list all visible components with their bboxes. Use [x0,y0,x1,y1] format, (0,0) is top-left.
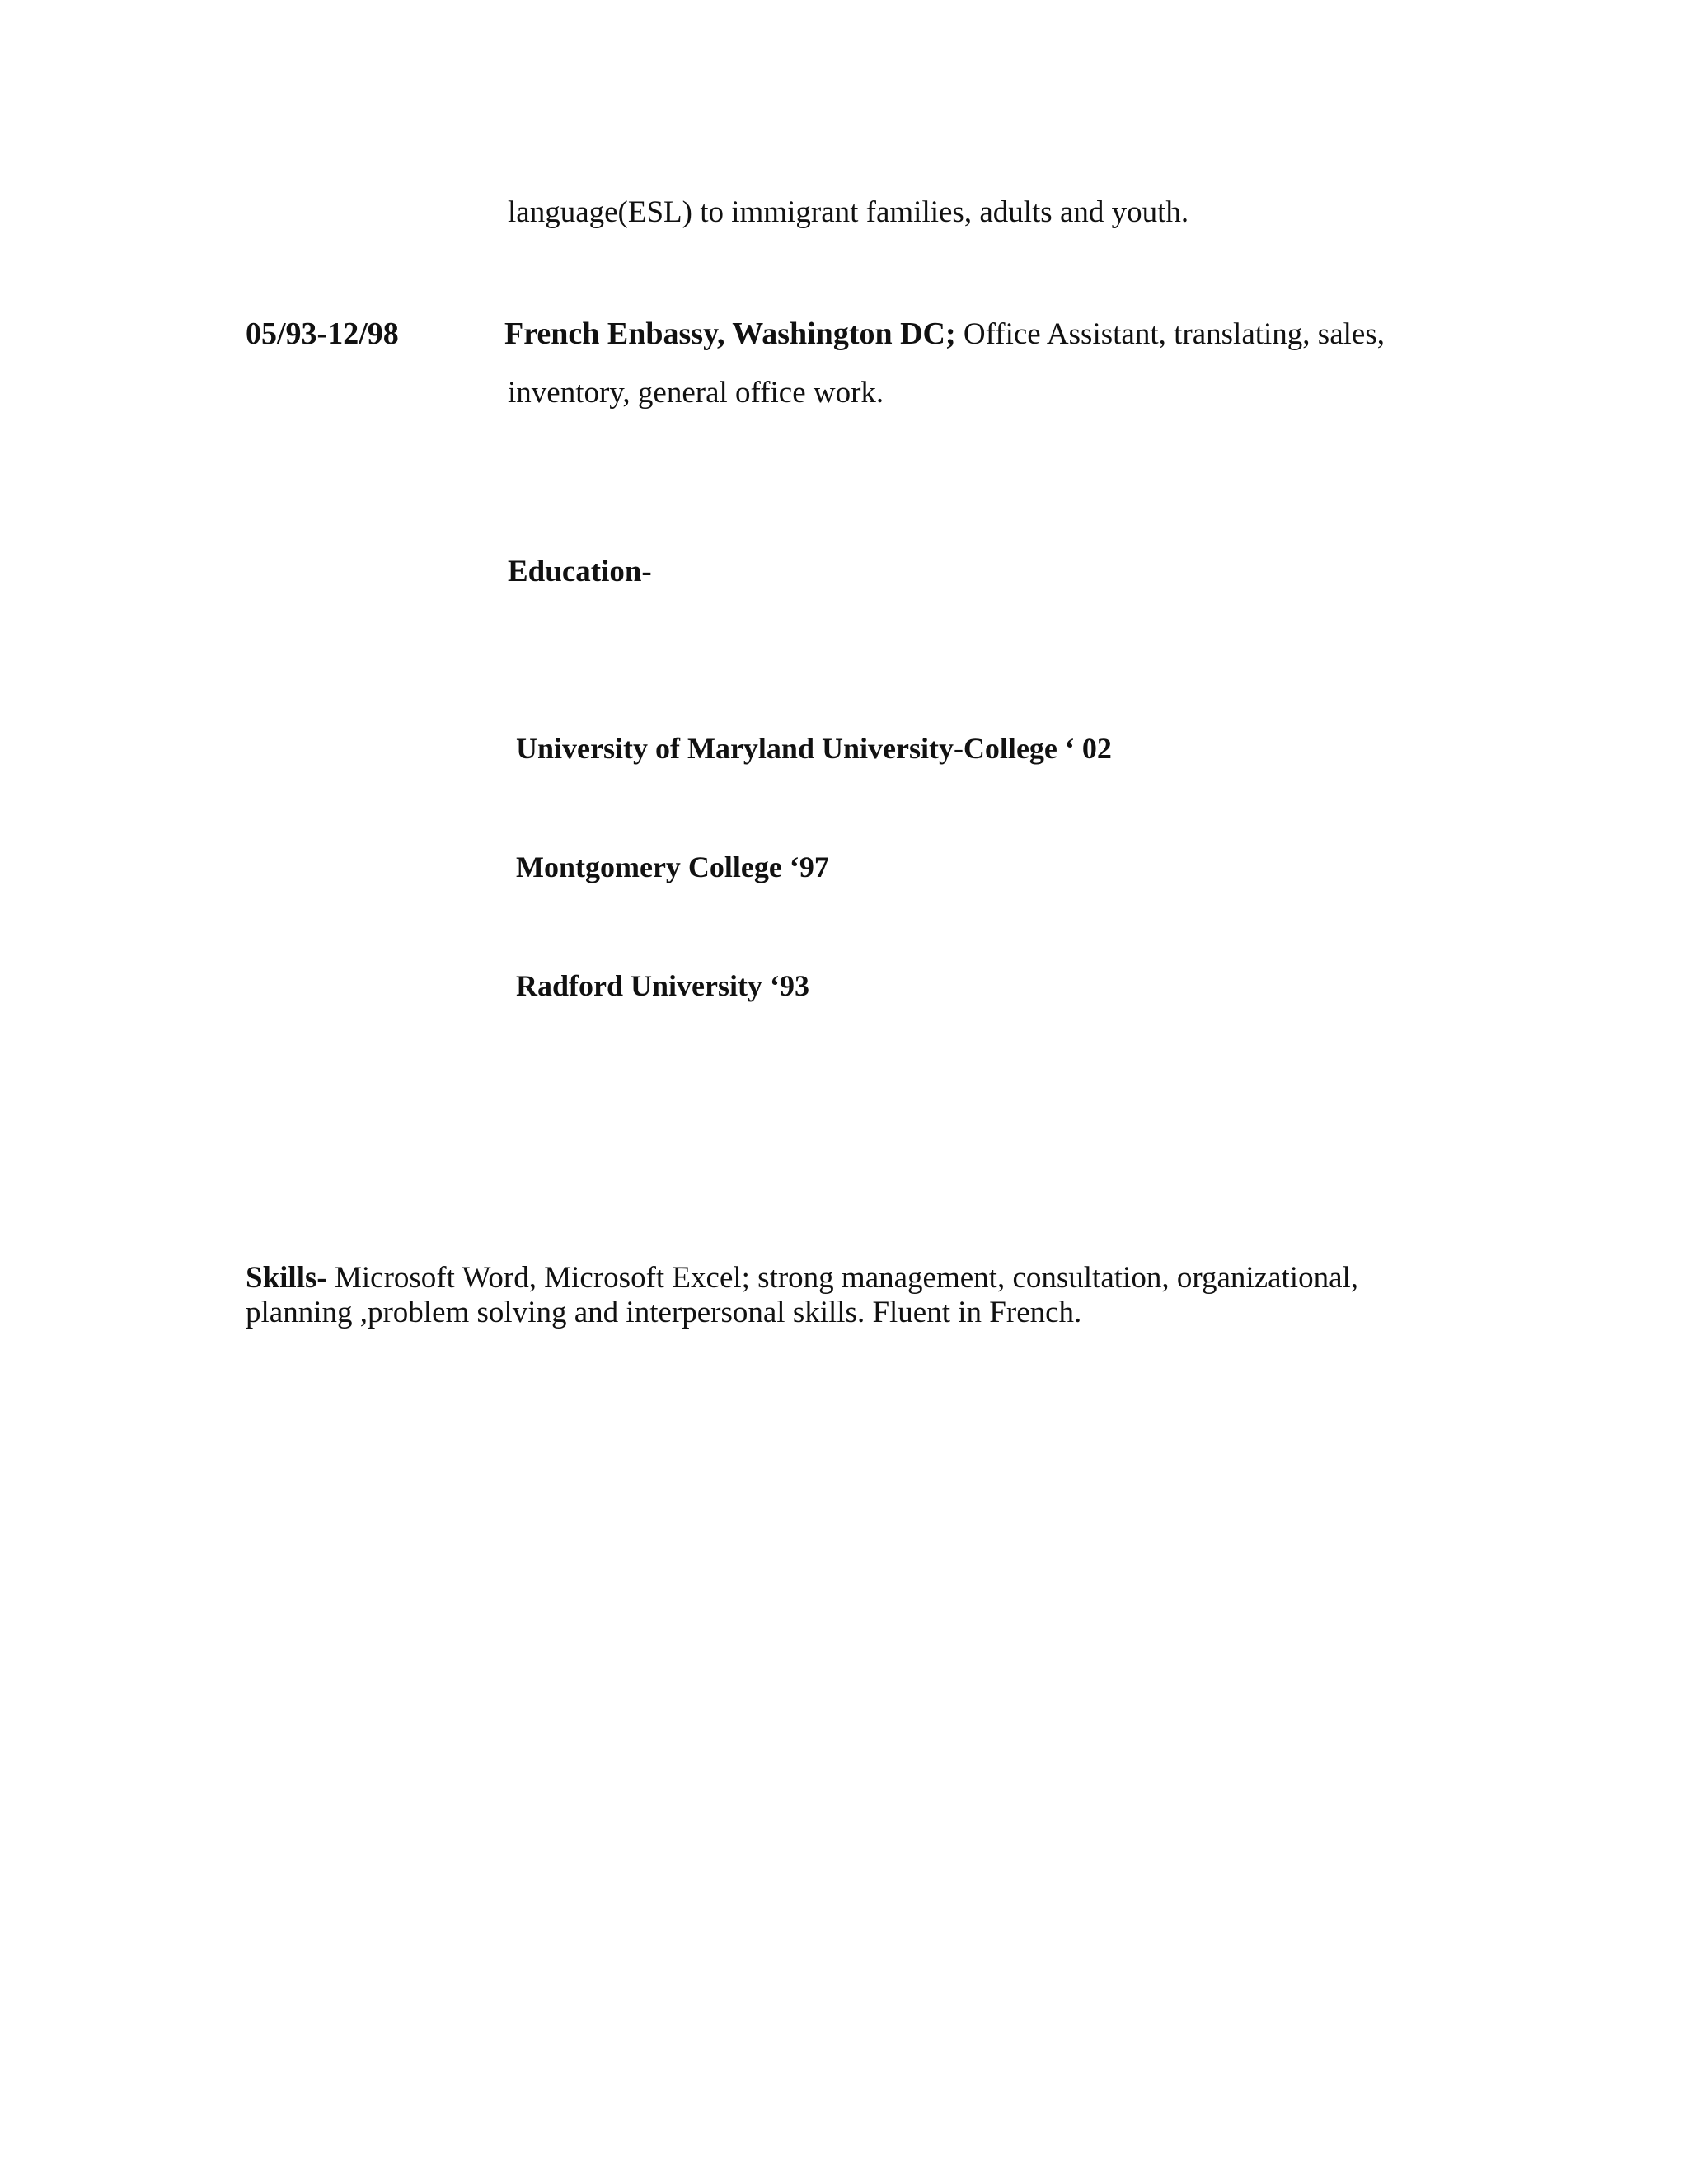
skills-line-2: planning ,problem solving and interpersonal skills. Fluent in French. [246,1296,1082,1329]
job-dates: 05/93-12/98 [246,316,399,351]
skills-text-1: Microsoft Word, Microsoft Excel; strong management, consultation, organizational, [326,1261,1359,1295]
job-entry [504,316,1385,353]
experience-continuation-line: language(ESL) to immigrant families, adults and youth. [508,195,1189,229]
skills-section [246,1261,1449,1330]
job-description-line1: Office Assistant, translating, sales, [955,317,1385,351]
skills-line-1 [246,1261,1449,1296]
education-school-3: Radford University ‘93 [516,969,809,1002]
job-organization: French Enbassy, Washington DC; [504,316,956,351]
education-school-2: Montgomery College ‘97 [516,851,829,883]
education-school-1: University of Maryland University-College ‘ 02 [516,732,1112,765]
job-description-line2: inventory, general office work. [508,376,884,410]
skills-label: Skills- [246,1261,327,1295]
education-heading: Education- [508,555,652,588]
